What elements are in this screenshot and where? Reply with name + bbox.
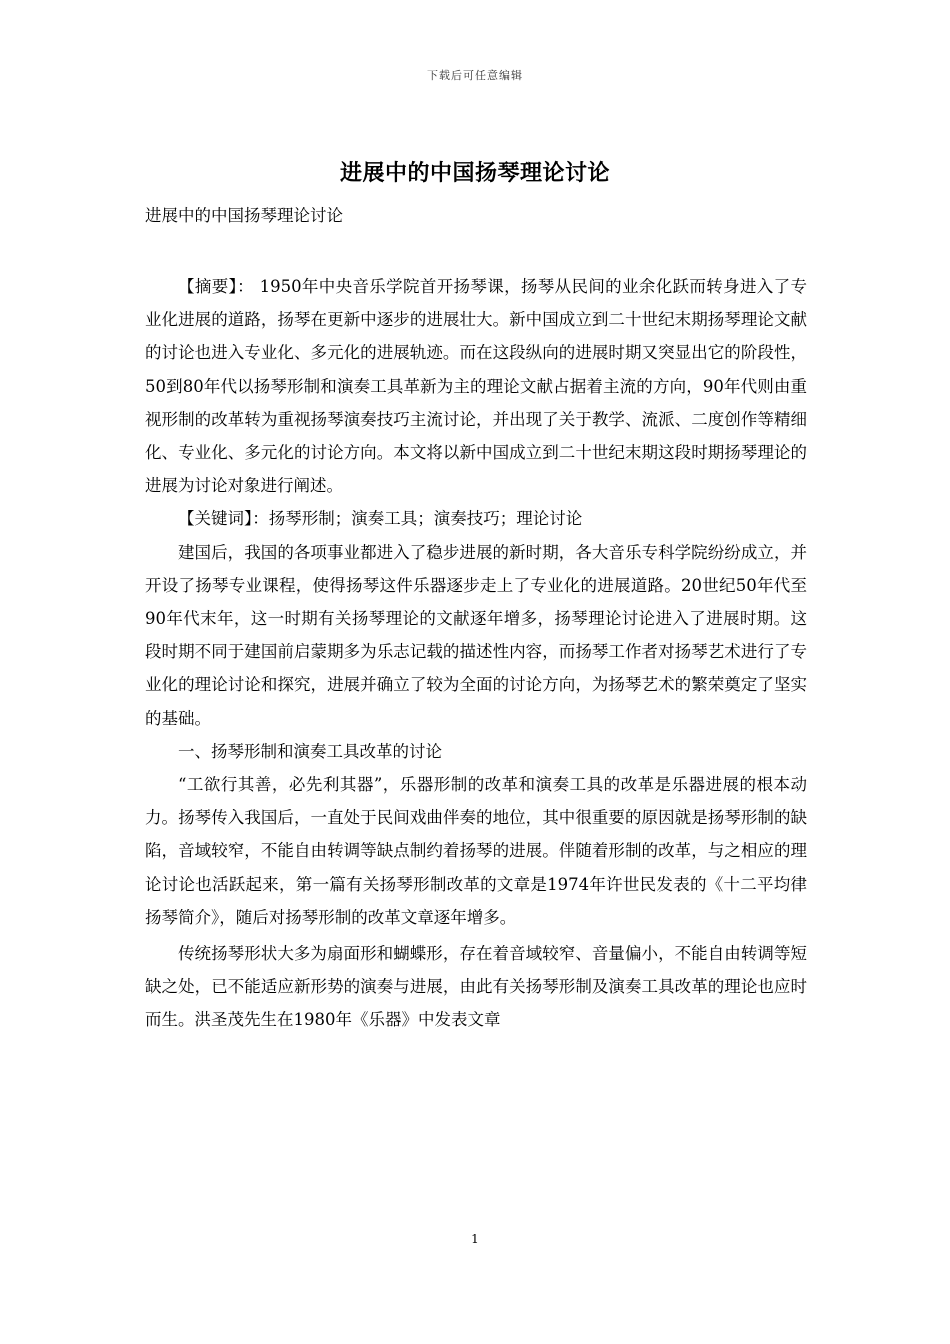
body-paragraph: 传统扬琴形状大多为扇面形和蝴蝶形，存在着音域较窄、音量偏小，不能自由转调等短缺之处，已不能适应新形势的演奏与进展，由此有关扬琴形制及演奏工具改革的理论也应时而生。洪圣茂先生在1980年《乐器》中发表文章	[145, 944, 807, 1030]
body-paragraph: 建国后，我国的各项事业都进入了稳步进展的新时期，各大音乐专科学院纷纷成立，并开设了扬琴专业课程，使得扬琴这件乐器逐步走上了专业化的进展道路。20世纪50年代至90年代末年，这一时期有关扬琴理论的文献逐年增多，扬琴理论讨论进入了进展时期。这段时期不同于建国前启蒙期多为乐志记载的描述性内容，而扬琴工作者对扬琴艺术进行了专业化的理论讨论和探究，进展并确立了较为全面的讨论方向，为扬琴艺术的繁荣奠定了坚实的基础。	[145, 542, 807, 728]
abstract-paragraph: 【摘要】： 1950年中央音乐学院首开扬琴课，扬琴从民间的业余化跃而转身进入了专业化进展的道路，扬琴在更新中逐步的进展壮大。新中国成立到二十世纪末期扬琴理论文献的讨论也进入专业化、多元化的进展轨迹。而在这段纵向的进展时期又突显出它的阶段性，50到80年代以扬琴形制和演奏工具革新为主的理论文献占据着主流的方向，90年代则由重视形制的改革转为重视扬琴演奏技巧主流讨论，并出现了关于教学、流派、二度创作等精细化、专业化、多元化的讨论方向。本文将以新中国成立到二十世纪末期这段时期扬琴理论的进展为讨论对象进行阐述。	[145, 277, 807, 496]
document-body	[145, 270, 807, 1037]
body-paragraph: “工欲行其善，必先利其器”，乐器形制的改革和演奏工具的改革是乐器进展的根本动力。扬琴传入我国后，一直处于民间戏曲伴奏的地位，其中很重要的原因就是扬琴形制的缺陷，音域较窄，不能自由转调等缺点制约着扬琴的进展。伴随着形制的改革，与之相应的理论讨论也活跃起来，第一篇有关扬琴形制改革的文章是1974年许世民发表的《十二平均律扬琴简介》，随后对扬琴形制的改革文章逐年增多。	[145, 775, 807, 927]
keywords-paragraph: 【关键词】：扬琴形制；演奏工具；演奏技巧；理论讨论	[178, 509, 583, 529]
document-title: 进展中的中国扬琴理论讨论	[339, 160, 610, 186]
document-subtitle: 进展中的中国扬琴理论讨论	[145, 206, 343, 225]
page-number: 1	[471, 1232, 479, 1246]
header-note: 下载后可任意编辑	[427, 69, 523, 82]
section-heading: 一、扬琴形制和演奏工具改革的讨论	[178, 741, 442, 761]
